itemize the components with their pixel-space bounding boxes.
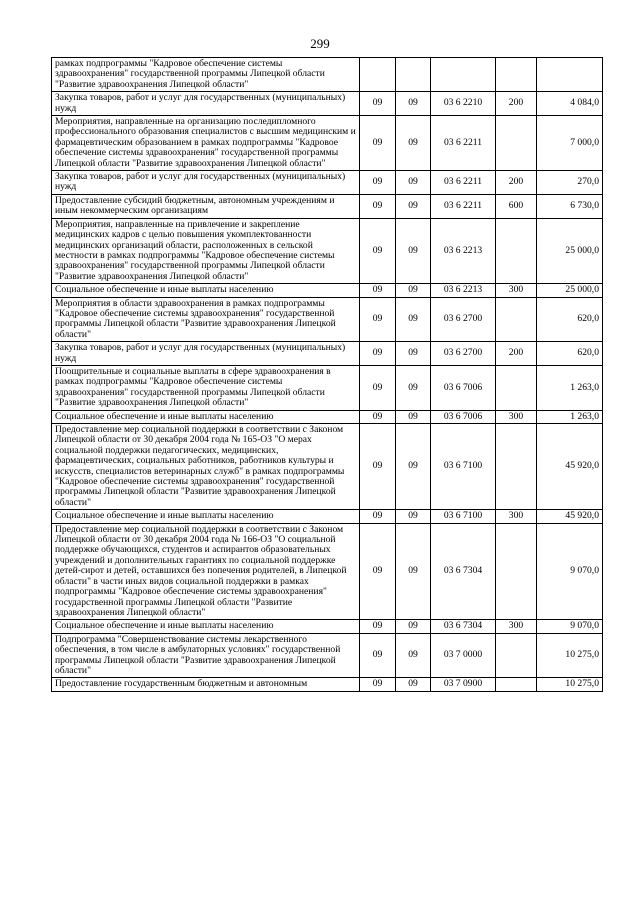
table-row [52, 92, 603, 116]
item-name-cell: Мероприятия, направленные на организацию последипломного профессионального образования специалистов с высшим медицинским и фармацевтическим образованием в рамках подпрограммы "Кадровое обеспечение системы здравоохранения" государственной программы Липецкой области "Развитие здравоохранения Липецкой области" [52, 116, 360, 171]
section-code-cell: 09 [360, 510, 396, 523]
subsection-code-cell: 09 [396, 620, 431, 633]
expense-type-cell: 200 [496, 92, 537, 116]
subsection-code-cell: 09 [396, 678, 431, 691]
section-code-cell: 09 [360, 678, 396, 691]
expense-type-cell [496, 116, 537, 171]
target-article-cell: 03 6 2700 [431, 297, 496, 342]
amount-cell: 6 730,0 [537, 194, 603, 218]
expense-type-cell: 200 [496, 342, 537, 366]
table-row [52, 218, 603, 283]
target-article-cell: 03 6 7006 [431, 410, 496, 423]
target-article-cell: 03 6 2210 [431, 92, 496, 116]
subsection-code-cell: 09 [396, 297, 431, 342]
subsection-code-cell: 09 [396, 424, 431, 510]
table-row [52, 284, 603, 297]
amount-cell: 9 070,0 [537, 620, 603, 633]
target-article-cell: 03 6 7100 [431, 424, 496, 510]
item-name-cell: Социальное обеспечение и иные выплаты населению [52, 410, 360, 423]
expense-type-cell: 300 [496, 410, 537, 423]
target-article-cell: 03 6 7304 [431, 620, 496, 633]
item-name-cell: Социальное обеспечение и иные выплаты населению [52, 620, 360, 633]
table-row [52, 678, 603, 691]
item-name-cell: Закупка товаров, работ и услуг для государственных (муниципальных) нужд [52, 171, 360, 195]
item-name-cell: Предоставление мер социальной поддержки в соответствии с Законом Липецкой области от 30 декабря 2004 года № 166-ОЗ "О социальной поддержке обучающихся, студентов и аспирантов образовательных учреждений и дополнительных гарантиях по социальной поддержке детей-сирот и детей, оставшихся без попечения родителей, в Липецкой области" в части иных видов социальной поддержки в рамках подпрограммы "Кадровое обеспечение системы здравоохранения" государственной программы Липецкой области "Развитие здравоохранения Липецкой области" [52, 523, 360, 620]
expense-type-cell: 300 [496, 620, 537, 633]
target-article-cell: 03 6 2213 [431, 218, 496, 283]
subsection-code-cell: 09 [396, 92, 431, 116]
item-name-cell: Мероприятия, направленные на привлечение и закрепление медицинских кадров с целью повышения укомплектованности медицинских организаций области, расположенных в сельской местности в рамках подпрограммы "Кадровое обеспечение системы здравоохранения" государственной программы Липецкой области "Развитие здравоохранения Липецкой области" [52, 218, 360, 283]
item-name-cell: Предоставление государственным бюджетным и автономным [52, 678, 360, 691]
budget-table [51, 57, 603, 692]
item-name-cell: Социальное обеспечение и иные выплаты населению [52, 284, 360, 297]
amount-cell: 4 084,0 [537, 92, 603, 116]
section-code-cell [360, 58, 396, 92]
section-code-cell: 09 [360, 171, 396, 195]
subsection-code-cell: 09 [396, 410, 431, 423]
expense-type-cell [496, 365, 537, 410]
target-article-cell [431, 58, 496, 92]
target-article-cell: 03 6 2213 [431, 284, 496, 297]
section-code-cell: 09 [360, 424, 396, 510]
target-article-cell: 03 6 2700 [431, 342, 496, 366]
item-name-cell: Социальное обеспечение и иные выплаты населению [52, 510, 360, 523]
target-article-cell: 03 6 2211 [431, 171, 496, 195]
target-article-cell: 03 6 2211 [431, 116, 496, 171]
expense-type-cell [496, 523, 537, 620]
item-name-cell: рамках подпрограммы "Кадровое обеспечение системы здравоохранения" государственной программы Липецкой области "Развитие здравоохранения Липецкой области" [52, 58, 360, 92]
amount-cell: 270,0 [537, 171, 603, 195]
table-row [52, 171, 603, 195]
amount-cell: 25 000,0 [537, 218, 603, 283]
amount-cell: 620,0 [537, 297, 603, 342]
subsection-code-cell: 09 [396, 194, 431, 218]
subsection-code-cell: 09 [396, 365, 431, 410]
section-code-cell: 09 [360, 116, 396, 171]
item-name-cell: Закупка товаров, работ и услуг для государственных (муниципальных) нужд [52, 342, 360, 366]
section-code-cell: 09 [360, 194, 396, 218]
section-code-cell: 09 [360, 633, 396, 678]
expense-type-cell: 300 [496, 284, 537, 297]
expense-type-cell [496, 218, 537, 283]
table-row [52, 342, 603, 366]
amount-cell: 1 263,0 [537, 365, 603, 410]
expense-type-cell: 200 [496, 171, 537, 195]
amount-cell: 10 275,0 [537, 633, 603, 678]
subsection-code-cell: 09 [396, 171, 431, 195]
table-row [52, 365, 603, 410]
expense-type-cell: 600 [496, 194, 537, 218]
item-name-cell: Предоставление мер социальной поддержки в соответствии с Законом Липецкой области от 30 декабря 2004 года № 165-ОЗ "О мерах социальной поддержки педагогических, медицинских, фармацевтических, социальных работников, работников культуры и искусств, специалистов ветеринарных служб" в рамках подпрограммы "Кадровое обеспечение системы здравоохранения" государственной программы Липецкой области "Развитие здравоохранения Липецкой области" [52, 424, 360, 510]
subsection-code-cell [396, 58, 431, 92]
table-row [52, 297, 603, 342]
table-row [52, 116, 603, 171]
target-article-cell: 03 6 7304 [431, 523, 496, 620]
section-code-cell: 09 [360, 410, 396, 423]
table-row [52, 424, 603, 510]
section-code-cell: 09 [360, 620, 396, 633]
section-code-cell: 09 [360, 523, 396, 620]
table-row [52, 58, 603, 92]
section-code-cell: 09 [360, 284, 396, 297]
table-row [52, 633, 603, 678]
expense-type-cell: 300 [496, 510, 537, 523]
page-number: 299 [310, 36, 330, 51]
expense-type-cell [496, 678, 537, 691]
item-name-cell: Поощрительные и социальные выплаты в сфере здравоохранения в рамках подпрограммы "Кадровое обеспечение системы здравоохранения" государственной программы Липецкой области "Развитие здравоохранения Липецкой области" [52, 365, 360, 410]
target-article-cell: 03 6 2211 [431, 194, 496, 218]
target-article-cell: 03 7 0900 [431, 678, 496, 691]
amount-cell: 620,0 [537, 342, 603, 366]
amount-cell: 25 000,0 [537, 284, 603, 297]
item-name-cell: Мероприятия в области здравоохранения в рамках подпрограммы "Кадровое обеспечение системы здравоохранения" государственной программы Липецкой области "Развитие здравоохранения Липецкой области" [52, 297, 360, 342]
amount-cell: 10 275,0 [537, 678, 603, 691]
item-name-cell: Предоставление субсидий бюджетным, автономным учреждениям и иным некоммерческим организациям [52, 194, 360, 218]
section-code-cell: 09 [360, 342, 396, 366]
amount-cell: 45 920,0 [537, 424, 603, 510]
section-code-cell: 09 [360, 218, 396, 283]
amount-cell: 7 000,0 [537, 116, 603, 171]
target-article-cell: 03 6 7006 [431, 365, 496, 410]
amount-cell: 1 263,0 [537, 410, 603, 423]
subsection-code-cell: 09 [396, 510, 431, 523]
target-article-cell: 03 7 0000 [431, 633, 496, 678]
expense-type-cell [496, 633, 537, 678]
expense-type-cell [496, 424, 537, 510]
item-name-cell: Закупка товаров, работ и услуг для государственных (муниципальных) нужд [52, 92, 360, 116]
table-row [52, 194, 603, 218]
subsection-code-cell: 09 [396, 116, 431, 171]
subsection-code-cell: 09 [396, 523, 431, 620]
expense-type-cell [496, 297, 537, 342]
section-code-cell: 09 [360, 365, 396, 410]
item-name-cell: Подпрограмма "Совершенствование системы лекарственного обеспечения, в том числе в амбулаторных условиях" государственной программы Липецкой области "Развитие здравоохранения Липецкой области" [52, 633, 360, 678]
amount-cell: 45 920,0 [537, 510, 603, 523]
table-row [52, 410, 603, 423]
target-article-cell: 03 6 7100 [431, 510, 496, 523]
table-row [52, 510, 603, 523]
subsection-code-cell: 09 [396, 633, 431, 678]
amount-cell: 9 070,0 [537, 523, 603, 620]
table-row [52, 620, 603, 633]
subsection-code-cell: 09 [396, 284, 431, 297]
section-code-cell: 09 [360, 297, 396, 342]
subsection-code-cell: 09 [396, 342, 431, 366]
subsection-code-cell: 09 [396, 218, 431, 283]
amount-cell [537, 58, 603, 92]
table-row [52, 523, 603, 620]
expense-type-cell [496, 58, 537, 92]
section-code-cell: 09 [360, 92, 396, 116]
